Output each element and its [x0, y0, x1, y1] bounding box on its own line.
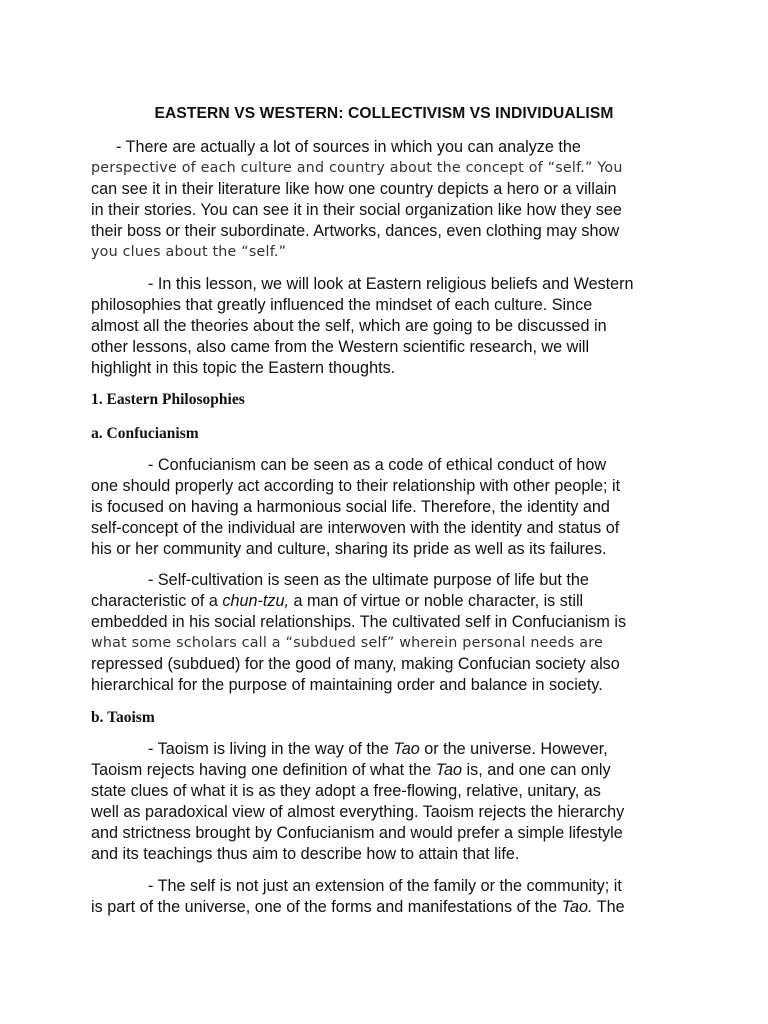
paragraph-2-line-2: philosophies that greatly influenced the mindset of each culture. Since	[91, 296, 593, 314]
paragraph-2-line-4: other lessons, also came from the Western scientific research, we will	[91, 338, 590, 356]
paragraph-2-line-5: highlight in this topic the Eastern thoughts.	[91, 359, 396, 377]
text-run: or the universe. However,	[419, 740, 608, 758]
subsection-heading-taoism: b. Taoism	[91, 709, 155, 726]
document-title: EASTERN VS WESTERN: COLLECTIVISM VS INDIVIDUALISM	[154, 105, 614, 122]
text-run: is, and one can only	[462, 761, 611, 779]
italic-term-tao: Tao.	[561, 898, 593, 916]
paragraph-4-line-5: repressed (subdued) for the good of many, making Confucian society also	[91, 655, 620, 673]
paragraph-6-line-2	[91, 897, 625, 918]
paragraph-5-line-5: and strictness brought by Confucianism and would prefer a simple lifestyle	[91, 824, 623, 842]
paragraph-1-line-1: - There are actually a lot of sources in which you can analyze the	[116, 138, 581, 156]
paragraph-1-line-2: perspective of each culture and country about the concept of “self.” You	[91, 160, 623, 176]
italic-term-chun-tzu: chun-tzu,	[222, 592, 289, 610]
section-heading-eastern-philosophies: 1. Eastern Philosophies	[91, 391, 245, 408]
paragraph-3-line-1: - Confucianism can be seen as a code of ethical conduct of how	[148, 456, 607, 474]
paragraph-4-line-4: what some scholars call a “subdued self” wherein personal needs are	[91, 635, 604, 651]
paragraph-1-line-5: their boss or their subordinate. Artworks, dances, even clothing may show	[91, 222, 620, 240]
paragraph-3-line-4: self-concept of the individual are interwoven with the identity and status of	[91, 519, 620, 537]
text-run: Taoism rejects having one definition of what the	[91, 761, 436, 779]
paragraph-6-line-1: - The self is not just an extension of the family or the community; it	[148, 877, 622, 895]
paragraph-4-line-3: embedded in his social relationships. The cultivated self in Confucianism is	[91, 613, 627, 631]
paragraph-2-line-3: almost all the theories about the self, which are going to be discussed in	[91, 317, 607, 335]
italic-term-tao: Tao	[393, 740, 420, 758]
text-run: characteristic of a	[91, 592, 223, 610]
paragraph-3-line-3: is focused on having a harmonious social life. Therefore, the identity and	[91, 498, 610, 516]
paragraph-5-line-3: state clues of what it is as they adopt a free-flowing, relative, unitary, as	[91, 782, 601, 800]
text-run: The	[592, 898, 625, 916]
paragraph-2-line-1: - In this lesson, we will look at Eastern religious beliefs and Western	[148, 275, 634, 293]
text-run: a man of virtue or noble character, is still	[288, 592, 584, 610]
paragraph-5-line-2	[91, 760, 611, 781]
paragraph-4-line-1: - Self-cultivation is seen as the ultimate purpose of life but the	[148, 571, 589, 589]
paragraph-4-line-6: hierarchical for the purpose of maintaining order and balance in society.	[91, 676, 603, 694]
text-run: is part of the universe, one of the forms and manifestations of the	[91, 898, 562, 916]
paragraph-1-line-3: can see it in their literature like how one country depicts a hero or a villain	[91, 180, 617, 198]
text-run: - Taoism is living in the way of the	[148, 740, 394, 758]
paragraph-3-line-2: one should properly act according to their relationship with other people; it	[91, 477, 621, 495]
paragraph-5-line-6: and its teachings thus aim to describe how to attain that life.	[91, 845, 520, 863]
paragraph-5-line-1	[148, 739, 608, 760]
italic-term-tao: Tao	[435, 761, 463, 779]
paragraph-5-line-4: well as paradoxical view of almost everything. Taoism rejects the hierarchy	[91, 803, 625, 821]
paragraph-1-line-4: in their stories. You can see it in their social organization like how they see	[91, 201, 622, 219]
paragraph-4-line-2	[91, 591, 583, 612]
paragraph-1-line-6: you clues about the “self.”	[91, 244, 287, 260]
paragraph-3-line-5: his or her community and culture, sharing its pride as well as its failures.	[91, 540, 607, 558]
subsection-heading-confucianism: a. Confucianism	[91, 425, 199, 442]
